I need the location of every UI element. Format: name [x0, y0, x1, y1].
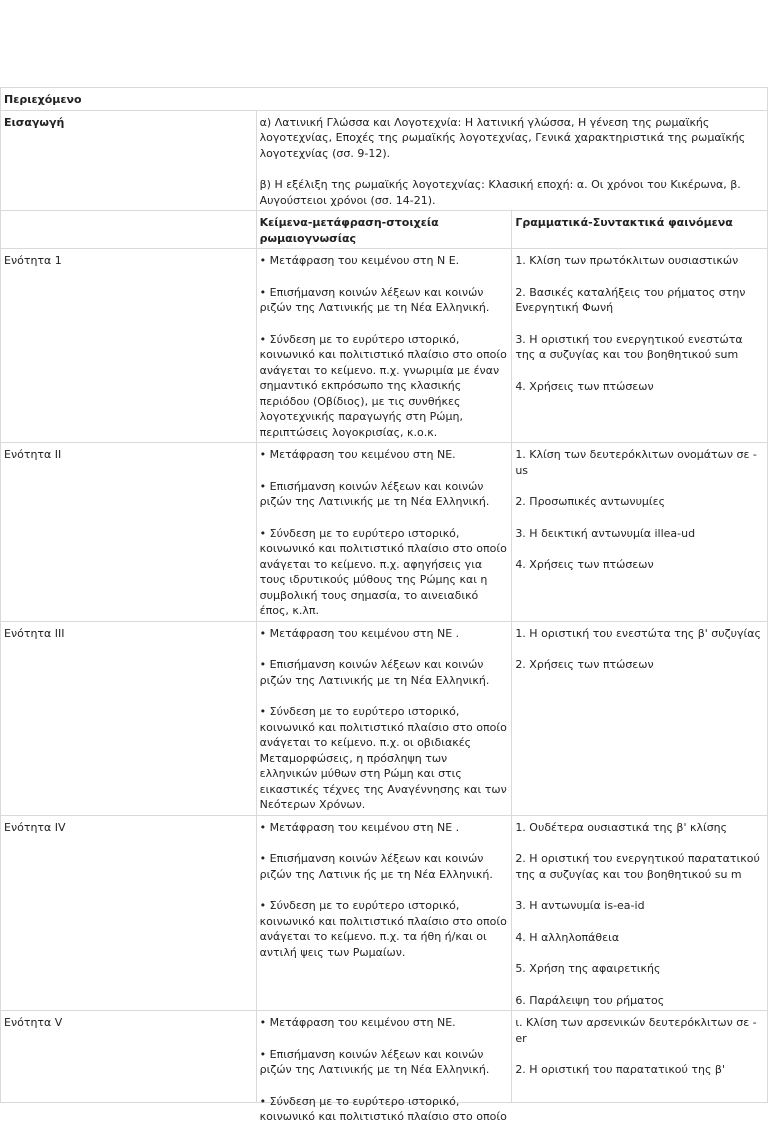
grammar-item: 2. Η οριστική του ενεργητικού παρατατικού της α συζυγίας και του βοηθητικού su m — [515, 852, 760, 881]
grammar-item: 2. Προσωπικές αντωνυμίες — [515, 495, 666, 508]
unit-grammar-clip — [515, 1015, 764, 1100]
grammar-item: 4. Η αλληλοπάθεια — [515, 930, 620, 944]
unit-texts-cell — [256, 1011, 512, 1123]
text-item: • Επισήμανση κοινών λέξεων και κοινών ριζών της Λατινικής με τη Νέα Ελληνική. — [259, 285, 490, 314]
text-item: • Σύνδεση με το ευρύτερο ιστορικό, κοινωνικό και πολιτιστικό πλαίσιο στο οποίο ανάγεται το κείμενο. π.χ. γνωριμία με έναν σημαντικό εκπρόσωπο της κλασικής περιόδου (Οβίδιος), με τις συνθήκες λογοτεχνικής παραγωγής στη Ρώμη, περιπτώσεις λογοκρισίας, κ.ο.κ. — [259, 332, 507, 439]
text-item: • Επισήμανση κοινών λέξεων και κοινών ριζών της Λατινικής με τη Νέα Ελληνική. — [259, 1047, 490, 1076]
unit-row — [1, 249, 768, 443]
intro-row — [1, 110, 768, 211]
grammar-item: 3. Η οριστική του ενεργητικού ενεστώτα της α συζυγίας και του βοηθητικού sum — [515, 332, 743, 361]
grammar-item: 5. Χρήση της αφαιρετικής — [515, 962, 661, 975]
grammar-item: 1. Ουδέτερα ουσιαστικά της β' κλίσης — [515, 820, 728, 834]
curriculum-table — [0, 87, 768, 1123]
unit-grammar-cell — [512, 249, 768, 443]
unit-texts-clip — [259, 1015, 509, 1123]
intro-paragraph: α) Λατινική Γλώσσα και Λογοτεχνία: Η λατινική γλώσσα, Η γένεση της ρωμαϊκής λογοτεχνίας, Εποχές της ρωμαϊκής λογοτεχνίας, Γενικά χαρακτηριστικά της ρωμαϊκής λογοτεχνίας (σσ. 9-12). — [259, 115, 746, 160]
intro-paragraph: β) Η εξέλιξη της ρωμαϊκής λογοτεχνίας: Κλασική εποχή: α. Οι χρόνοι του Κικέρωνα, β. Αυγούστειοι χρόνοι (σσ. 14-21). — [259, 178, 741, 207]
unit-texts-cell — [256, 249, 512, 443]
grammar-item: 6. Παράλειψη του ρήματος — [515, 993, 665, 1007]
unit-texts-cell — [256, 443, 512, 622]
unit-texts-cell — [256, 621, 512, 815]
unit-grammar-cell — [512, 1011, 768, 1103]
text-item: • Μετάφραση του κειμένου στη Ν Ε. — [259, 254, 460, 267]
text-item: • Σύνδεση με το ευρύτερο ιστορικό, κοινωνικό και πολιτιστικό πλαίσιο στο οποίο ανάγεται το κείμενο. π.χ. τα ήθη ή/και οι αντιλή ψεις των Ρωμαίων. — [259, 899, 507, 959]
unit-row — [1, 1011, 768, 1103]
grammar-item: 2. Βασικές καταλήξεις του ρήματος στην Ενεργητική Φωνή — [515, 285, 746, 314]
content-heading: Περιεχόμενο — [1, 88, 768, 111]
text-item: • Μετάφραση του κειμένου στη ΝΕ . — [259, 820, 460, 834]
unit-texts-cell — [256, 815, 512, 1011]
unit-row — [1, 815, 768, 1011]
text-item: • Σύνδεση με το ευρύτερο ιστορικό, κοινωνικό και πολιτιστικό πλαίσιο στο οποίο — [259, 1094, 507, 1123]
unit-grammar-cell — [512, 815, 768, 1011]
text-item: • Επισήμανση κοινών λέξεων και κοινών ριζών της Λατινικ ής με τη Νέα Ελληνική. — [259, 852, 493, 881]
grammar-item: 1. Η οριστική του ενεστώτα της β' συζυγίας — [515, 626, 761, 640]
grammar-item: 4. Χρήσεις των πτώσεων — [515, 379, 654, 393]
grammar-item: 2. Χρήσεις των πτώσεων — [515, 658, 654, 671]
grammar-item: 3. Η δεικτική αντωνυμία illea-ud — [515, 526, 696, 540]
text-item: • Σύνδεση με το ευρύτερο ιστορικό, κοινωνικό και πολιτιστικό πλαίσιο στο οποίο ανάγεται το κείμενο. π.χ. αφηγήσεις για τους ιδρυτικούς μύθους της Ρώμης και η συμβολική τους σημασία, το αινειαδικό έπος, κ.λπ. — [259, 526, 507, 617]
grammar-item: 3. Η αντωνυμία is-ea-id — [515, 899, 645, 912]
unit-grammar-cell — [512, 443, 768, 622]
unit-row — [1, 621, 768, 815]
unit-row — [1, 443, 768, 622]
intro-cell — [256, 110, 767, 211]
grammar-item: 4. Χρήσεις των πτώσεων — [515, 558, 654, 571]
unit-label: Ενότητα ΙV — [1, 815, 257, 1011]
unit-label: Ενότητα ΙΙ — [1, 443, 257, 622]
text-item: • Επισήμανση κοινών λέξεων και κοινών ριζών της Λατινικής με τη Νέα Ελληνική. — [259, 479, 490, 508]
header-grammar: Γραμματικά-Συντακτικά φαινόμενα — [512, 211, 768, 249]
grammar-item: 2. Η οριστική του παρατατικού της β' — [515, 1063, 725, 1076]
text-item: • Σύνδεση με το ευρύτερο ιστορικό, κοινωνικό και πολιτιστικό πλαίσιο στο οποίο ανάγεται το κείμενο. π.χ. οι οβιδιακές Μεταμορφώσεις, η πρόσληψη των ελληνικών μύθων στη Ρώμη και στις εικαστικές τέχνες της Αναγέννησης και των Νεότερων Χρόνων. — [259, 705, 507, 811]
grammar-item: 1. Κλίση των δευτερόκλιτων ονομάτων σε -us — [515, 448, 757, 477]
text-item: • Επισήμανση κοινών λέξεων και κοινών ριζών της Λατινικής με τη Νέα Ελληνική. — [259, 658, 490, 687]
unit-label: Ενότητα V — [1, 1011, 257, 1103]
header-blank-cell — [1, 211, 257, 249]
content-heading-row — [1, 88, 768, 111]
header-texts: Κείμενα-μετάφραση-στοιχεία ρωμαιογνωσίας — [256, 211, 512, 249]
unit-label: Ενότητα ΙΙΙ — [1, 621, 257, 815]
unit-label: Ενότητα 1 — [1, 249, 257, 443]
grammar-item: 1. Κλίση των πρωτόκλιτων ουσιαστικών — [515, 254, 739, 267]
intro-label: Εισαγωγή — [1, 110, 257, 211]
grammar-item: ι. Κλίση των αρσενικών δευτερόκλιτων σε -er — [515, 1016, 757, 1045]
text-item: • Μετάφραση του κειμένου στη ΝΕ . — [259, 626, 460, 640]
text-item: • Μετάφραση του κειμένου στη ΝΕ. — [259, 448, 456, 461]
column-header-row — [1, 211, 768, 249]
text-item: • Μετάφραση του κειμένου στη ΝΕ. — [259, 1016, 456, 1029]
unit-grammar-cell — [512, 621, 768, 815]
